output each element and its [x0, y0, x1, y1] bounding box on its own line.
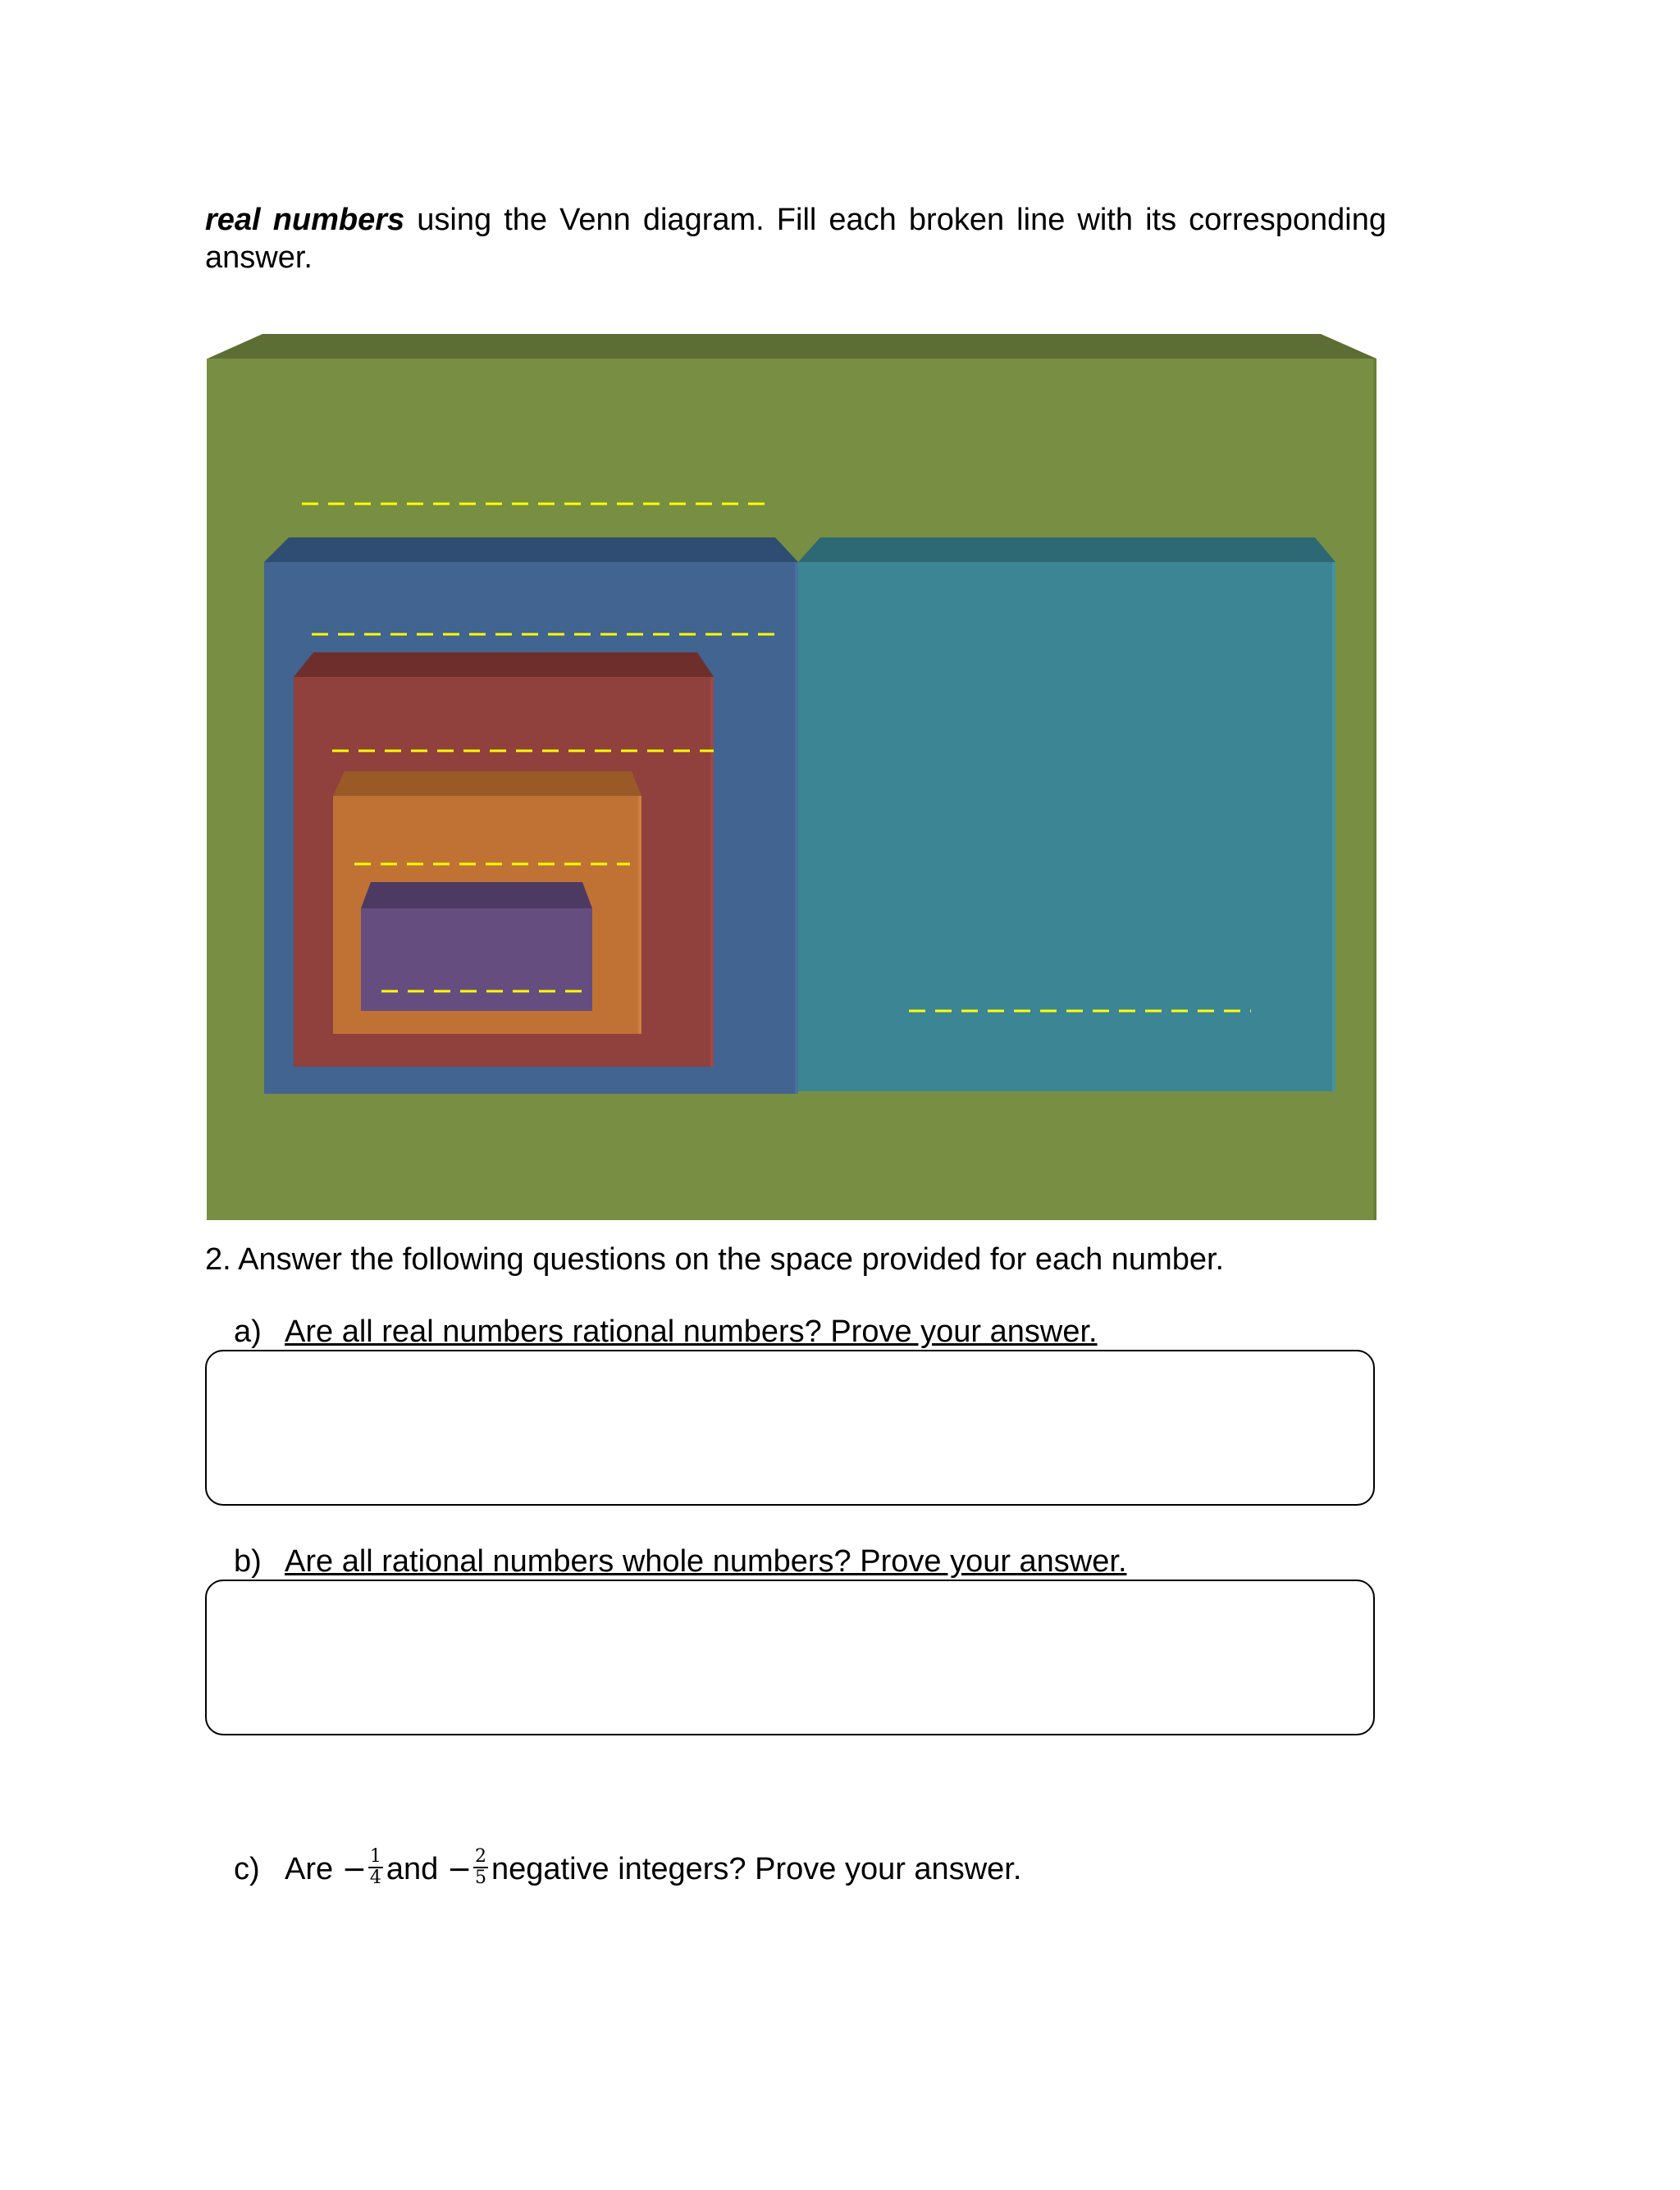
left-box-edge	[795, 562, 798, 1094]
question-c-are: Are	[285, 1852, 334, 1887]
question-b-line	[234, 1544, 1127, 1579]
question-b	[234, 1543, 1127, 1580]
fraction-1-numerator: 1	[369, 1846, 381, 1867]
orange-box-top	[333, 771, 641, 796]
red-box-edge	[710, 677, 714, 1067]
right-box-top	[798, 537, 1335, 562]
outer-box-top	[208, 334, 1376, 359]
right-box-edge	[1332, 562, 1335, 1091]
question-b-label: b)	[234, 1544, 262, 1579]
question-b-text: Are all rational numbers whole numbers? Prove your answer.	[285, 1544, 1127, 1579]
fraction-two-fifths	[473, 1847, 488, 1888]
instruction-bold-lead: real numbers	[205, 203, 405, 237]
fraction-2-denominator: 5	[475, 1868, 487, 1888]
question-a-label: a)	[234, 1314, 262, 1349]
instruction-rest: using the Venn diagram. Fill each broken line with its corresponding answer.	[205, 203, 1386, 275]
question-a-line	[234, 1314, 1098, 1349]
question-c-and: and	[386, 1852, 439, 1887]
outer-box-edge	[1373, 359, 1376, 1220]
fraction-2-numerator: 2	[475, 1846, 487, 1867]
questions-heading: 2. Answer the following questions on the space provided for each number.	[205, 1242, 1225, 1277]
question-a	[234, 1313, 1098, 1351]
left-box-top	[264, 537, 798, 562]
question-c-rest: negative integers? Prove your answer.	[491, 1852, 1022, 1887]
minus-sign-1: −	[341, 1853, 367, 1887]
answer-box-a[interactable]	[205, 1350, 1375, 1506]
orange-box-edge	[638, 796, 641, 1034]
purple-box	[361, 908, 592, 1011]
fraction-1-denominator: 4	[369, 1868, 381, 1888]
answer-box-b[interactable]	[205, 1580, 1375, 1735]
red-box-top	[294, 652, 714, 677]
minus-sign-2: −	[446, 1853, 472, 1887]
fraction-one-quarter	[368, 1847, 383, 1888]
question-c	[234, 1846, 1022, 1891]
purple-box-top	[361, 882, 592, 908]
question-a-text: Are all real numbers rational numbers? Prove your answer.	[285, 1314, 1098, 1349]
question-c-label: c)	[234, 1852, 260, 1887]
